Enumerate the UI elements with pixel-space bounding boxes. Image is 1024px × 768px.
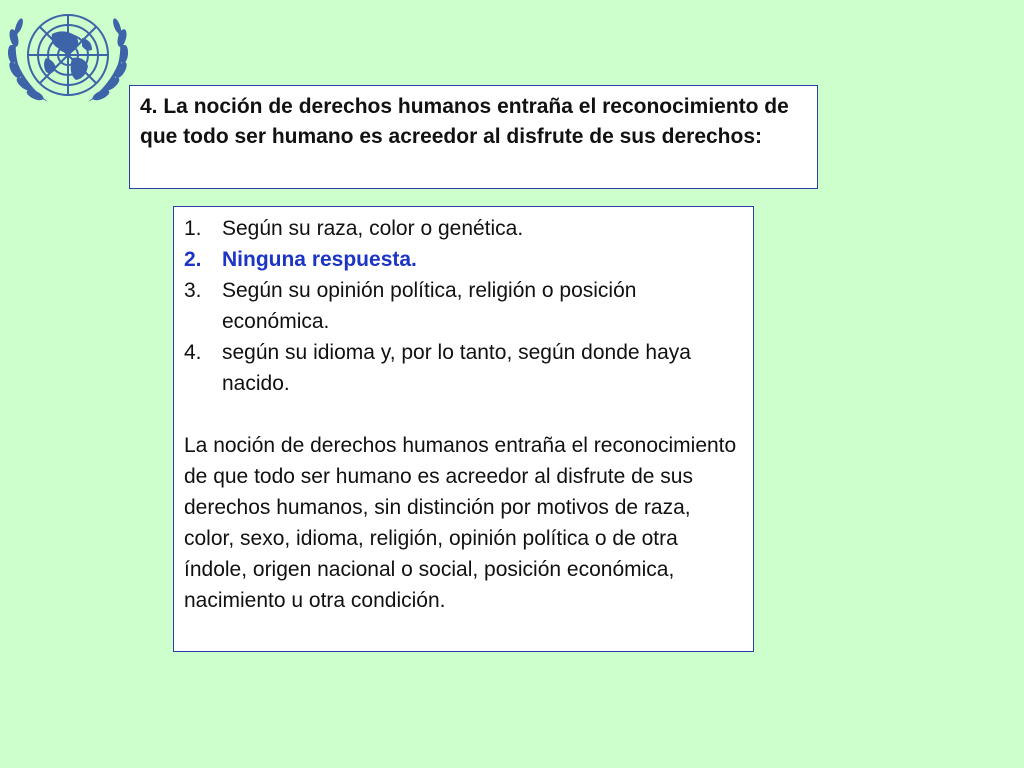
explanation-text: La noción de derechos humanos entraña el reconocimiento de que todo ser humano es acreedor al disfrute de sus derechos humanos, sin distinción por motivos de raza, color, sexo, idioma, religión, opinión política o de otra índole, origen nacional o social, posición económica, nacimiento u otra condición. [184,434,737,612]
answer-options [184,213,743,399]
option-item [184,275,743,337]
option-item-correct [184,244,743,275]
answer-box [173,206,754,652]
option-item [184,337,743,399]
un-emblem-icon [2,2,132,120]
option-item [184,213,743,244]
question-text: 4. La noción de derechos humanos entraña el reconocimiento de que todo ser humano es acreedor al disfrute de sus derechos: [140,95,789,148]
option-number: 1. [184,217,202,240]
option-number: 3. [184,279,202,302]
question-box [129,85,818,189]
option-text: Según su raza, color o genética. [222,217,524,240]
option-text: Ninguna respuesta. [222,248,417,271]
option-text: según su idioma y, por lo tanto, según donde haya nacido. [222,341,691,395]
option-number: 2. [184,248,202,271]
option-number: 4. [184,341,202,364]
option-text: Según su opinión política, religión o posición económica. [222,279,637,333]
